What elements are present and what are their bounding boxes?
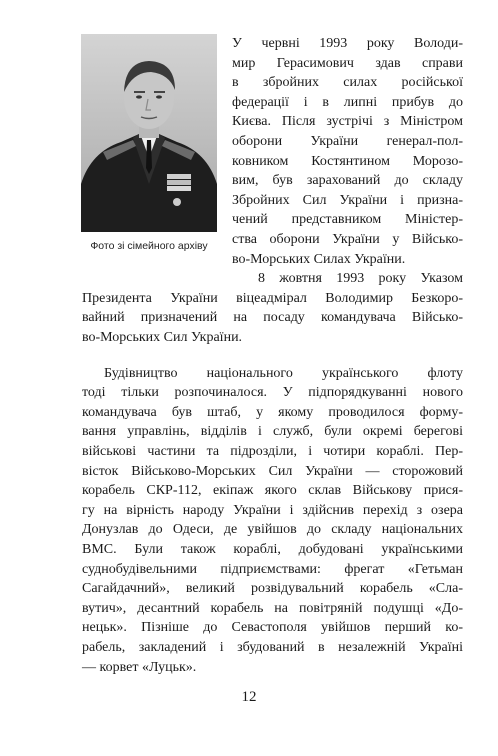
text-line: ковником Костянтином Морозо- bbox=[232, 153, 463, 169]
text-line: У червні 1993 року Володи- bbox=[232, 36, 463, 51]
text-line: командувача був штаб, у якому проводилося форму- bbox=[82, 404, 463, 420]
photo-caption: Фото зі сімейного архіву bbox=[90, 240, 208, 252]
text-line: 8 жовтня 1993 року Указом bbox=[258, 271, 463, 287]
text-line: корабель СКР-112, екіпаж якого склав Військову прися- bbox=[82, 483, 463, 499]
text-line: Будівництво національного українського флоту bbox=[104, 365, 463, 381]
text-line: вим, був зарахований до складу bbox=[232, 173, 463, 189]
text-line: в збройних силах російської bbox=[232, 75, 463, 91]
portrait-photo bbox=[81, 34, 217, 232]
text-line: во-Морських Силах України. bbox=[232, 251, 406, 267]
text-line: ства оборони України у Військо- bbox=[232, 232, 463, 247]
text-line: військові частини та підрозділи, і чотири кораблі. Пер- bbox=[82, 444, 463, 459]
text-line: мир Герасимович здав справи bbox=[232, 55, 463, 71]
text-line: оборони України генерал-пол- bbox=[232, 134, 463, 149]
text-line: вайний призначений на посаду командувача Військо- bbox=[82, 310, 463, 326]
page-number: 12 bbox=[241, 689, 257, 706]
text-line: во-Морських Сил України. bbox=[82, 330, 243, 345]
text-line: ВМС. Були також кораблі, добудовані українськими bbox=[82, 542, 463, 557]
text-line: нецьк». Пізніше до Севастополя увійшов перший ко- bbox=[82, 620, 463, 636]
text-line: федерації і в липні прибув до bbox=[232, 94, 463, 110]
text-line: вутич», десантний корабель на повітряній подушці «До- bbox=[82, 600, 463, 616]
text-line: вання управлінь, відділів і служб, були окремі берегові bbox=[82, 424, 463, 440]
text-line: суднобудівельними підприємствами: фрегат «Гетьман bbox=[82, 561, 463, 577]
text-line: Києва. Після зустрічі з Міністром bbox=[232, 114, 463, 130]
text-line: вісток Військово-Морських Сил України — сторожовий bbox=[82, 463, 463, 479]
text-line: Сагайдачний», великий розвідувальний корабель «Сла- bbox=[82, 581, 463, 597]
text-line: гу на вірність народу України і здійснив перехід з озера bbox=[82, 502, 463, 518]
text-line: Збройних Сил України і призна- bbox=[232, 192, 463, 208]
text-line: — корвет «Луцьк». bbox=[82, 659, 197, 675]
text-line: тоді тільки розпочиналося. У підпорядкуванні нового bbox=[82, 385, 463, 401]
text-line: чений представником Міністер- bbox=[232, 212, 463, 228]
text-line: Донузлав до Одеси, де увійшов до складу національних bbox=[82, 522, 463, 538]
text-line: Президента України віцеадмірал Володимир Безкоро- bbox=[82, 290, 463, 306]
text-line: рабель, закладений і збудований в незалежній Україні bbox=[82, 640, 463, 655]
